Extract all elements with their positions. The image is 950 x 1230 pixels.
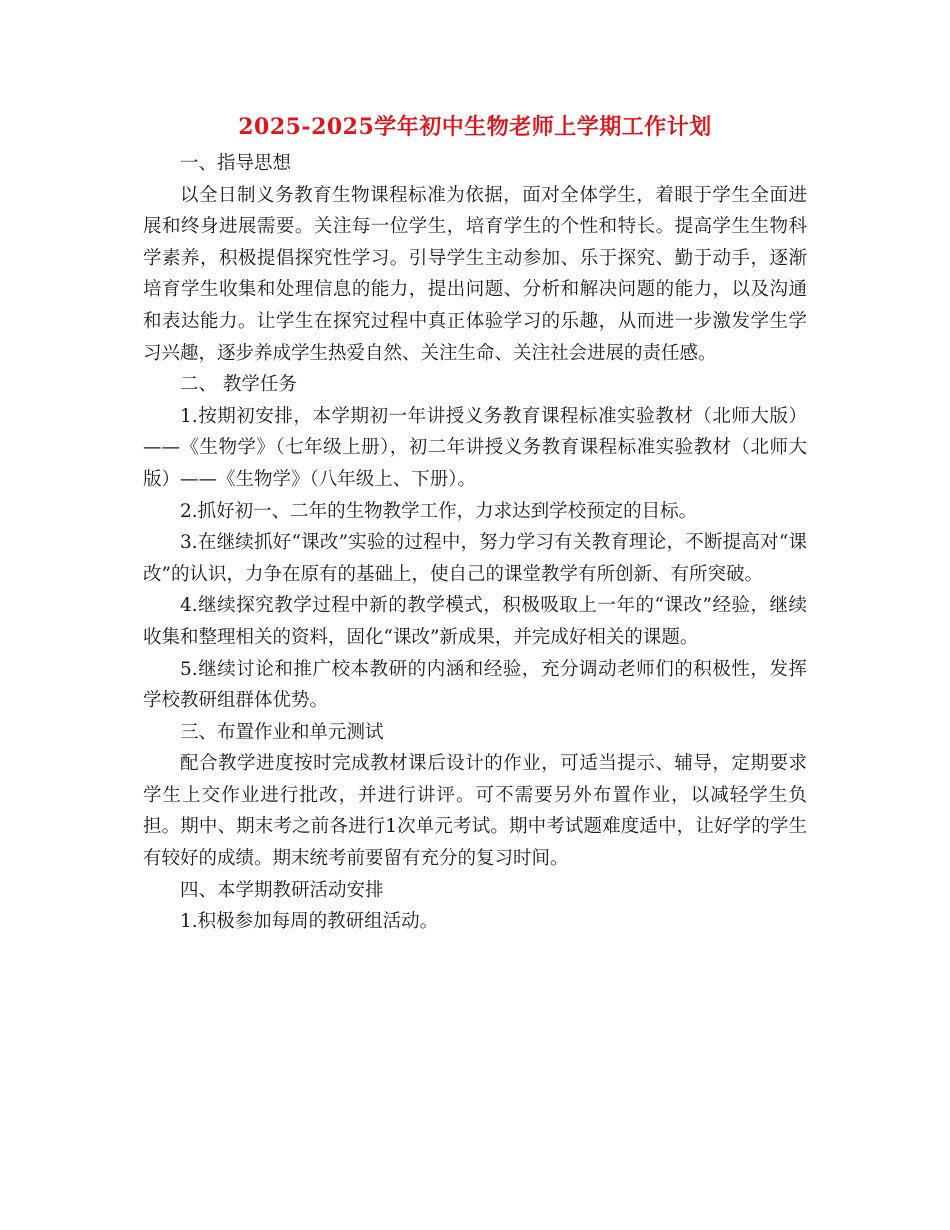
teaching-task-item-2: 2.抓好初一、二年的生物教学工作，力求达到学校预定的目标。 xyxy=(180,500,698,522)
section-heading-guiding-ideology: 一、指导思想 xyxy=(180,153,292,174)
paragraph-guiding-ideology: 以全日制义务教育生物课程标准为依据，面对全体学生，着眼于学生全面进展和终身进展需要。关注每一位学生，培育学生的个性和特长。提高学生生物科学素养，积极提倡探究性学习。引导学生主动参加、乐于探究、勤于动手，逐渐培育学生收集和处理信息的能力，提出问题、分析和解决问题的能力，以及沟通和表达能力。让学生在探究过程中真正体验学习的乐趣，从而进一步激发学生学习兴趣，逐步养成学生热爱自然、关注生命、关注社会进展的责任感。 xyxy=(143,184,807,364)
teaching-task-item-3: 3.在继续抓好“课改”实验的过程中，努力学习有关教育理论，不断提高对“课改”的认识，力争在原有的基础上，使自己的课堂教学有所创新、有所突破。 xyxy=(143,532,807,585)
research-activity-item-1: 1.积极参加每周的教研组活动。 xyxy=(180,911,439,933)
section-heading-research-activities: 四、本学期教研活动安排 xyxy=(180,879,384,901)
teaching-task-item-1: 1.按期初安排，本学期初一年讲授义务教育课程标准实验教材（北师大版）——《生物学》（七年级上册），初二年讲授义务教育课程标准实验教材（北师大版）——《生物学》（八年级上、下册）。 xyxy=(143,405,807,490)
document-title: 2025-2025学年初中生物老师上学期工作计划 xyxy=(238,114,712,140)
document-page xyxy=(143,108,807,938)
section-heading-homework-tests: 三、布置作业和单元测试 xyxy=(180,721,384,743)
section-heading-teaching-tasks: 二、 教学任务 xyxy=(180,374,297,396)
paragraph-homework-tests: 配合教学进度按时完成教材课后设计的作业，可适当提示、辅导，定期要求学生上交作业进行批改，并进行讲评。可不需要另外布置作业，以减轻学生负担。期中、期末考之前各进行1次单元考试。期中考试题难度适中，让好学的学生有较好的成绩。期末统考前要留有充分的复习时间。 xyxy=(143,753,807,870)
teaching-task-item-4: 4.继续探究教学过程中新的教学模式，积极吸取上一年的“课改”经验，继续收集和整理相关的资料，固化“课改”新成果，并完成好相关的课题。 xyxy=(143,595,807,648)
teaching-task-item-5: 5.继续讨论和推广校本教研的内涵和经验，充分调动老师们的积极性，发挥学校教研组群体优势。 xyxy=(143,658,807,712)
